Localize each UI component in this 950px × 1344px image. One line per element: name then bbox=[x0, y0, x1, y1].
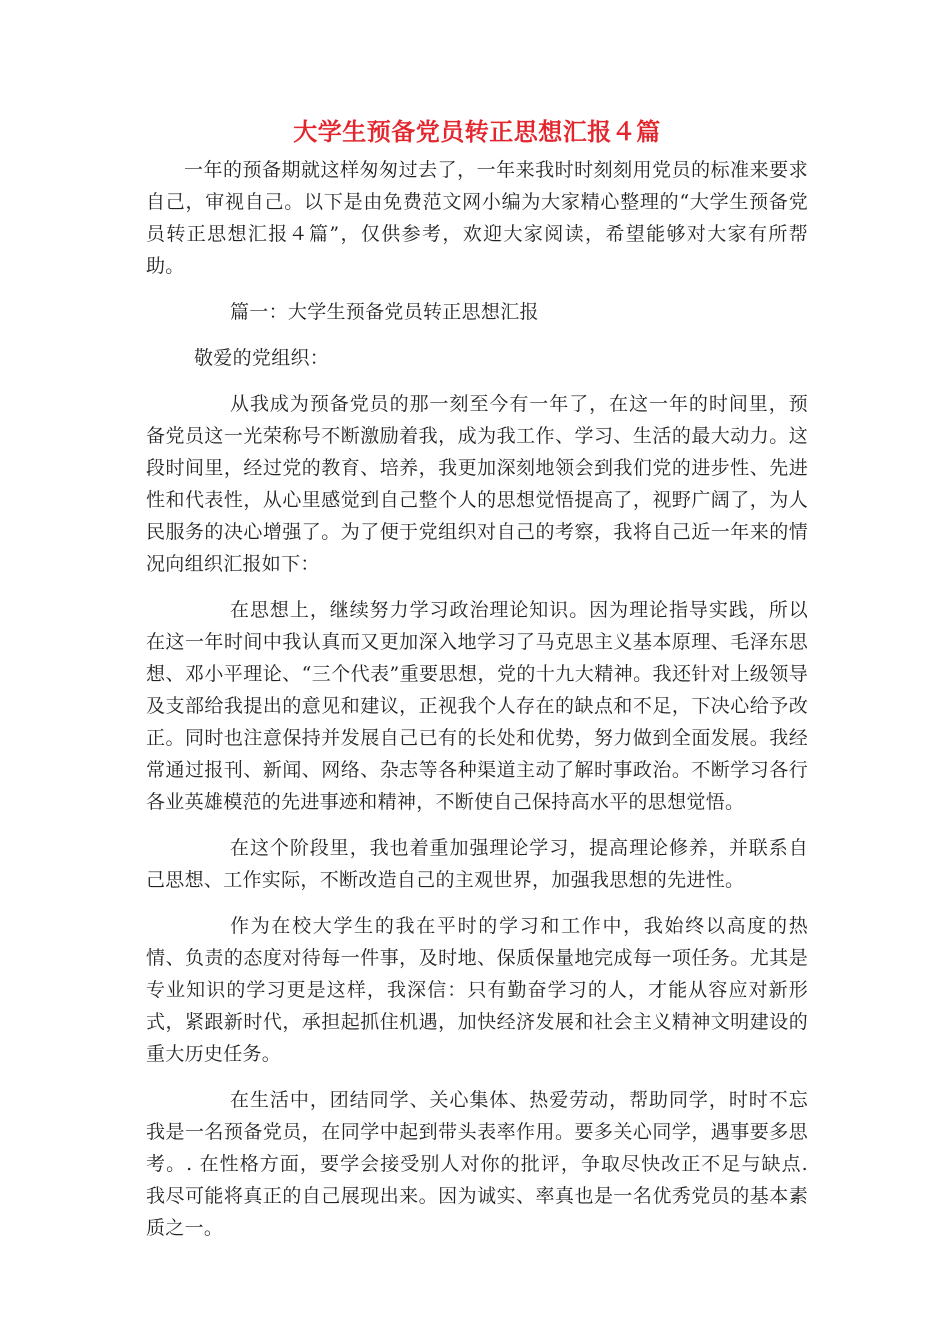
document-body bbox=[146, 114, 808, 1258]
section-heading: 篇一：大学生预备党员转正思想汇报 bbox=[230, 301, 539, 323]
body-paragraph-1: 从我成为预备党员的那一刻至今有一年了，在这一年的时间里，预备党员这一光荣称号不断激励着我，成为我工作、学习、生活的最大动力。这段时间里，经过党的教育、培养，我更加深刻地领会到我们党的进步性、先进性和代表性，从心里感觉到自己整个人的思想觉悟提高了，视野广阔了，为人民服务的决心增强了。为了便于党组织对自己的考察，我将自己近一年来的情况向组织汇报如下： bbox=[146, 393, 808, 575]
body-paragraph-5: 在生活中，团结同学、关心集体、热爱劳动，帮助同学，时时不忘我是一名预备党员，在同学中起到带头表率作用。要多关心同学，遇事要多思考。. 在性格方面，要学会接受别人对你的批评，争取尽快改正不足与缺点. 我尽可能将真正的自己展现出来。因为诚实、率真也是一名优秀党员的基本素质之一。 bbox=[146, 1089, 808, 1239]
body-paragraph-4: 作为在校大学生的我在平时的学习和工作中，我始终以高度的热情、负责的态度对待每一件事，及时地、保质保量地完成每一项任务。尤其是专业知识的学习更是这样，我深信：只有勤奋学习的人，才能从容应对新形式，紧跟新时代，承担起抓住机遇，加快经济发展和社会主义精神文明建设的重大历史任务。 bbox=[146, 915, 808, 1065]
intro-paragraph: 一年的预备期就这样匆匆过去了，一年来我时时刻刻用党员的标准来要求自己，审视自己。以下是由免费范文网小编为大家精心整理的“大学生预备党员转正思想汇报４篇”，仅供参考，欢迎大家阅读，希望能够对大家有所帮助。 bbox=[146, 159, 808, 277]
document-title: 大学生预备党员转正思想汇报４篇 bbox=[293, 118, 661, 146]
body-paragraph-3: 在这个阶段里，我也着重加强理论学习，提高理论修养，并联系自己思想、工作实际，不断改造自己的主观世界，加强我思想的先进性。 bbox=[146, 837, 808, 891]
body-paragraph-2: 在思想上，继续努力学习政治理论知识。因为理论指导实践，所以在这一年时间中我认真而又更加深入地学习了马克思主义基本原理、毛泽东思想、邓小平理论、“三个代表”重要思想，党的十九大精神。我还针对上级领导及支部给我提出的意见和建议，正视我个人存在的缺点和不足，下决心给予改正。同时也注意保持并发展自己已有的长处和优势，努力做到全面发展。我经常通过报刊、新闻、网络、杂志等各种渠道主动了解时事政治。不断学习各行各业英雄模范的先进事迹和精神，不断使自己保持高水平的思想觉悟。 bbox=[146, 599, 808, 813]
salutation: 敬爱的党组织： bbox=[194, 347, 330, 369]
